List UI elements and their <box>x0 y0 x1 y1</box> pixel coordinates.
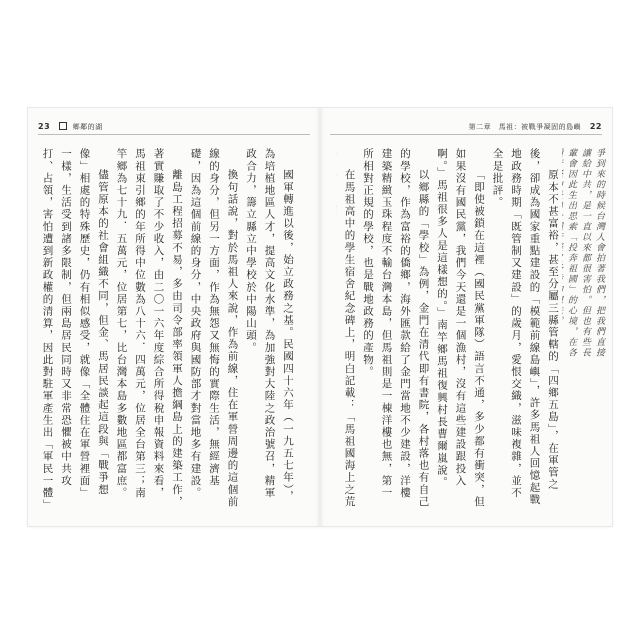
quoted-passage: 爭到來的時候台灣人會拍著我們，把我們直接讓給中共，是一直以來都很害怕。但也有些長輩會因此生出思索「投奔祖國」的心境，在各 <box>566 148 604 358</box>
right-paragraph-2: 「即使被鎖在這裡（國民黨軍隊）語言不通，多少都有衝突，但如果沒有國民黨，我們今天還是一個漁村，沒有這些建設跟投入啊。」馬祖很多人是這樣想的。」南竿鄉馬祖復興村長曹爾嵐說。 <box>436 148 485 508</box>
right-page-body <box>336 148 562 508</box>
left-paragraph-4: 儘管原本的社會組織不同，但金、馬居民談起這段與「戰爭想像」相處的特殊歷史，仍有相似感受，就像「全體住在軍營裡面」一樣，生活受到諸多限制，但兩島居民同時又非常恐懼被中共攻打、占領，害怕遭到新政權的清算，因此對駐軍產生出「軍民一體」 <box>42 148 109 506</box>
right-header-rule <box>330 134 602 135</box>
left-page-body <box>42 148 297 508</box>
right-paragraph-3: 以鄉縣的「學校」為例，金門在清代即有書院，各村落也有自己的學校，作為富裕的僑鄉，海外匯款給了金門當地不少建設，洋樓建築精緻玉珠程度不輸台灣本島，但馬祖則是一棟洋樓也無，第一所相對正規的學校，也是戰地政務的產物。 <box>362 148 430 508</box>
right-page-number: 22 <box>589 122 602 131</box>
left-header-rule <box>38 134 310 135</box>
left-page <box>28 108 320 526</box>
left-paragraph-3: 離島工程招募不易，多由司令部率領軍人擔綱島上的建築工作，著實賺取了不少收入，由二〇一六年度綜合所得稅申報資料來看，馬祖東引鄉的年所得中位數為八十六．四萬元，位居全台第三；南竿鄉為七十九．五萬元，位居第七，比台灣本島多數地區都富庶。 <box>115 148 183 508</box>
book-title: 鄉鄰的湖 <box>72 123 103 131</box>
left-paragraph-1: 國軍轉進以後，始立政務之基。民國四十六年（一九五七年），為培植地區人才，提高文化水準，為加強對大陸之政治號召，精軍政合力，籌立縣立中學校於中陽山頭。 <box>245 148 294 503</box>
chapter-header: 第二章 馬祖：被戰爭凝固的島嶼 <box>468 123 582 131</box>
right-paragraph-1: 原本不甚富裕，甚至分屬三縣管轄的「四鄉五島」，在軍管之後，卻成為國家重點建設的「模範前線島嶼」，許多馬祖人回憶起戰地政務時期「既管制又建設」的歲月，愛恨交織，滋味複雜，並不全是批評。 <box>491 148 559 506</box>
book-spread <box>28 108 612 526</box>
right-paragraph-4: 在馬祖高中的學生宿舍紀念碑上，明白記載：「馬祖國海上之荒 <box>343 169 356 508</box>
book-title-box-icon <box>59 122 67 130</box>
right-page <box>320 108 612 526</box>
left-page-header <box>38 122 310 134</box>
right-page-header <box>330 122 602 134</box>
left-page-number: 23 <box>38 122 51 131</box>
left-paragraph-2: 換句話說，對於馬祖人來說，作為前線，住在軍營周邊的這個前線的身分，但另一方面，作為無怨又無悔的實際生活，無經濟基礎，因為這個前線的身分，中央政府與國防部才對當地多有建設。 <box>189 148 239 508</box>
